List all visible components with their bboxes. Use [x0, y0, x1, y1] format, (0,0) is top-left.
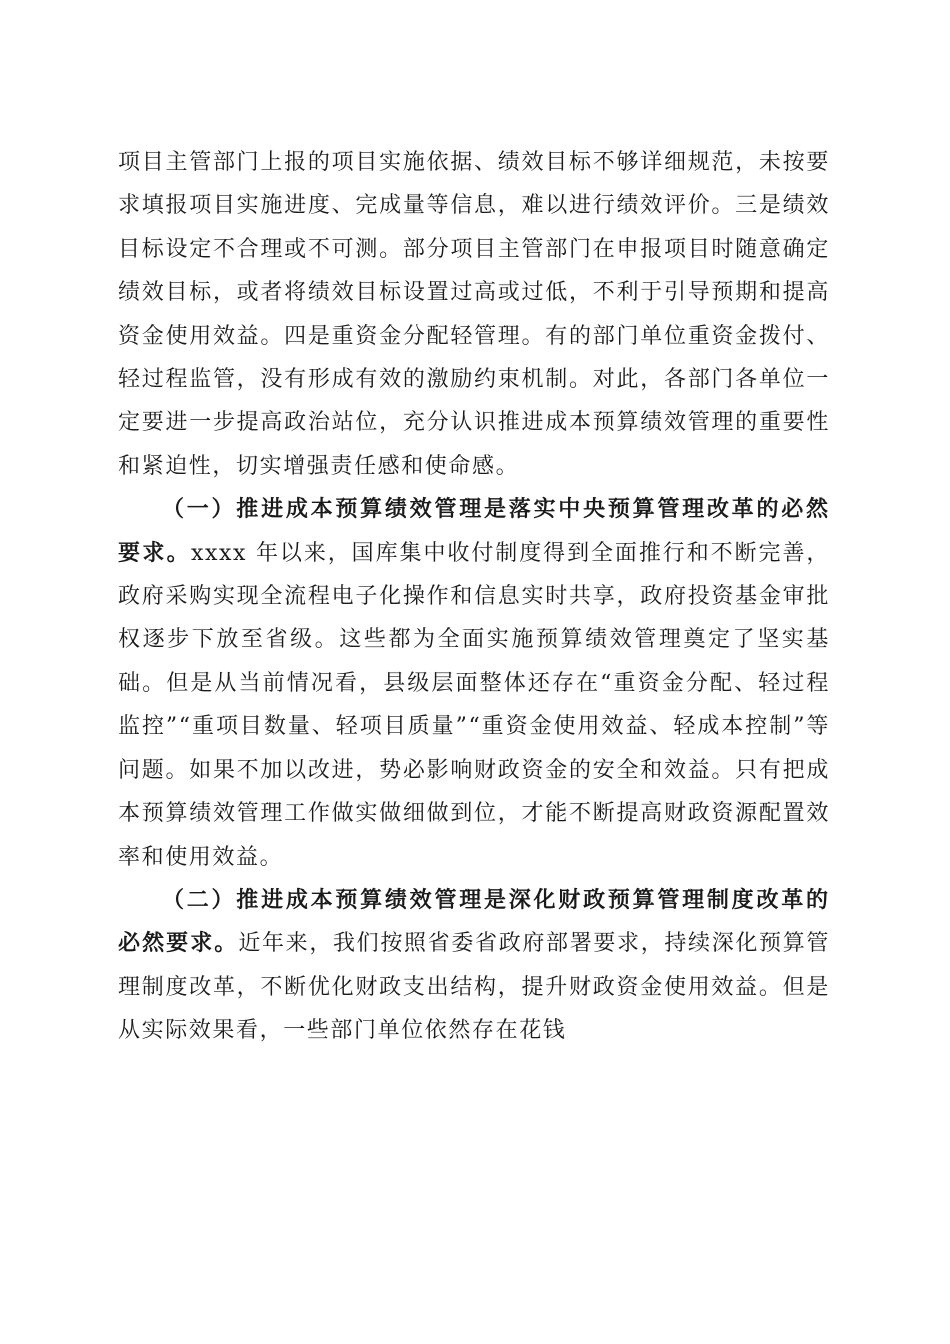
section-heading-2: （二）推进成本预算绩效管理是深化财政预算管理制度改革的必然要求。 [118, 886, 830, 957]
paragraph-text: xxxx 年以来，国库集中收付制度得到全面推行和不断完善，政府采购实现全流程电子化操作和信息实时共享，政府投资基金审批权逐步下放至省级。这些都为全面实施预算绩效管理奠定了坚实基础。但是从当前情况看，县级层面整体还存在“重资金分配、轻过程监控”“重项目数量、轻项目质量”“重资金使用效益、轻成本控制”等问题。如果不加以改进，势必影响财政资金的安全和效益。只有把成本预算绩效管理工作做实做细做到位，才能不断提高财政资源配置效率和使用效益。 [118, 540, 830, 870]
document-body [118, 141, 830, 1053]
paragraph-continuation [118, 141, 830, 488]
paragraph-section-2 [118, 879, 830, 1053]
paragraph-section-1 [118, 488, 830, 879]
paragraph-text: 近年来，我们按照省委省政府部署要求，持续深化预算管理制度改革，不断优化财政支出结构，提升财政资金使用效益。但是从实际效果看，一些部门单位依然存在花钱 [118, 931, 830, 1044]
section-heading-1: （一）推进成本预算绩效管理是落实中央预算管理改革的必然要求。 [118, 496, 830, 566]
paragraph-text: 项目主管部门上报的项目实施依据、绩效目标不够详细规范，未按要求填报项目实施进度、完成量等信息，难以进行绩效评价。三是绩效目标设定不合理或不可测。部分项目主管部门在申报项目时随意确定绩效目标，或者将绩效目标设置过高或过低，不利于引导预期和提高资金使用效益。四是重资金分配轻管理。有的部门单位重资金拨付、轻过程监管，没有形成有效的激励约束机制。对此，各部门各单位一定要进一步提高政治站位，充分认识推进成本预算绩效管理的重要性和紧迫性，切实增强责任感和使命感。 [118, 150, 830, 479]
